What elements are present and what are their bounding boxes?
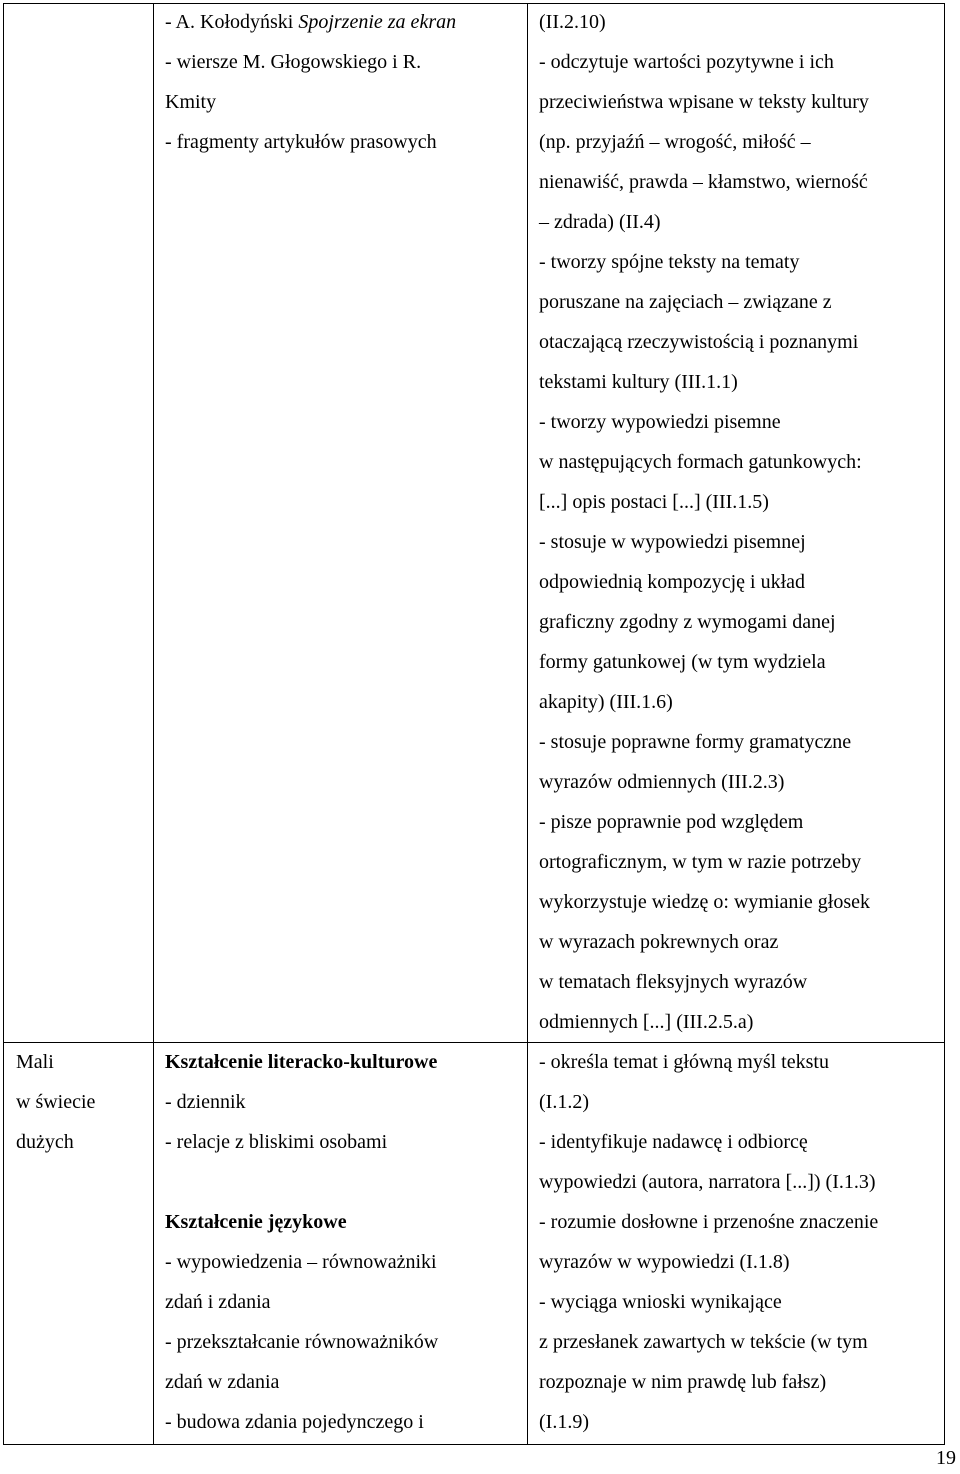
requirement-line: akapity) (III.1.6) [539, 691, 673, 713]
requirement-line: wyrazów odmiennych (III.2.3) [539, 771, 785, 793]
requirement-line: nienawiść, prawda – kłamstwo, wierność [539, 171, 868, 193]
topic-line: Mali [16, 1051, 54, 1073]
requirement-line: otaczającą rzeczywistością i poznanymi [539, 331, 859, 353]
material-line: - dziennik [165, 1091, 246, 1113]
requirement-line: z przesłanek zawartych w tekście (w tym [539, 1331, 868, 1353]
requirement-line: (II.2.10) [539, 11, 606, 33]
requirement-line: w wyrazach pokrewnych oraz [539, 931, 779, 953]
section-heading-literary: Kształcenie literacko-kulturowe [165, 1051, 438, 1073]
column-divider-2 [527, 4, 528, 1444]
material-line: - przekształcanie równoważników [165, 1331, 439, 1353]
requirement-line: wypowiedzi (autora, narratora [...]) (I.1.3) [539, 1171, 876, 1193]
material-title-italic: Spojrzenie za ekran [298, 11, 457, 33]
material-line: - relacje z bliskimi osobami [165, 1131, 388, 1153]
requirement-line: - wyciąga wnioski wynikające [539, 1291, 782, 1313]
requirement-line: - określa temat i główną myśl tekstu [539, 1051, 829, 1073]
requirement-line: - identyfikuje nadawcę i odbiorcę [539, 1131, 808, 1153]
requirement-line: poruszane na zajęciach – związane z [539, 291, 832, 313]
topic-line: dużych [16, 1131, 74, 1153]
requirement-line: - tworzy wypowiedzi pisemne [539, 411, 781, 433]
curriculum-table [3, 3, 945, 1445]
requirement-line: - odczytuje wartości pozytywne i ich [539, 51, 834, 73]
section-heading-language: Kształcenie językowe [165, 1211, 347, 1233]
material-line: - budowa zdania pojedynczego i [165, 1411, 424, 1433]
row2-requirements-cell [539, 1042, 878, 1442]
requirement-line: odmiennych [...] (III.2.5.a) [539, 1011, 754, 1033]
requirement-line: formy gatunkowej (w tym wydziela [539, 651, 826, 673]
requirement-line: - pisze poprawnie pod względem [539, 811, 804, 833]
requirement-line: [...] opis postaci [...] (III.1.5) [539, 491, 769, 513]
row2-materials-cell [165, 1042, 438, 1442]
requirement-line: - stosuje poprawne formy gramatyczne [539, 731, 852, 753]
page-number: 19 [936, 1447, 956, 1469]
material-line: zdań w zdania [165, 1371, 280, 1393]
requirement-line: (I.1.9) [539, 1411, 589, 1433]
requirement-line: tekstami kultury (III.1.1) [539, 371, 738, 393]
row1-materials-cell [165, 2, 456, 162]
requirement-line: - stosuje w wypowiedzi pisemnej [539, 531, 806, 553]
requirement-line: (np. przyjaźń – wrogość, miłość – [539, 131, 811, 153]
requirement-line: w następujących formach gatunkowych: [539, 451, 862, 473]
material-line: - wypowiedzenia – równoważniki [165, 1251, 437, 1273]
material-line: zdań i zdania [165, 1291, 271, 1313]
requirement-line: odpowiednią kompozycję i układ [539, 571, 806, 593]
requirement-line: - tworzy spójne teksty na tematy [539, 251, 800, 273]
spacer [165, 1162, 438, 1202]
requirement-line: wyrazów w wypowiedzi (I.1.8) [539, 1251, 790, 1273]
requirement-line: rozpoznaje w nim prawdę lub fałsz) [539, 1371, 827, 1393]
column-divider-1 [153, 4, 154, 1444]
material-line: - wiersze M. Głogowskiego i R. [165, 51, 422, 73]
material-line [165, 2, 456, 42]
requirement-line: w tematach fleksyjnych wyrazów [539, 971, 808, 993]
material-line: Kmity [165, 91, 217, 113]
requirement-line: wykorzystuje wiedzę o: wymianie głosek [539, 891, 871, 913]
requirement-line: – zdrada) (II.4) [539, 211, 661, 233]
requirement-line: przeciwieństwa wpisane w teksty kultury [539, 91, 869, 113]
requirement-line: - rozumie dosłowne i przenośne znaczenie [539, 1211, 879, 1233]
material-text: - A. Kołodyński [165, 11, 299, 33]
row1-requirements-cell [539, 2, 870, 1042]
requirement-line: graficzny zgodny z wymogami danej [539, 611, 836, 633]
requirement-line: (I.1.2) [539, 1091, 589, 1113]
material-line: - fragmenty artykułów prasowych [165, 131, 437, 153]
requirement-line: ortograficznym, w tym w razie potrzeby [539, 851, 862, 873]
row2-topic-cell [16, 1042, 95, 1162]
topic-line: w świecie [16, 1091, 96, 1113]
